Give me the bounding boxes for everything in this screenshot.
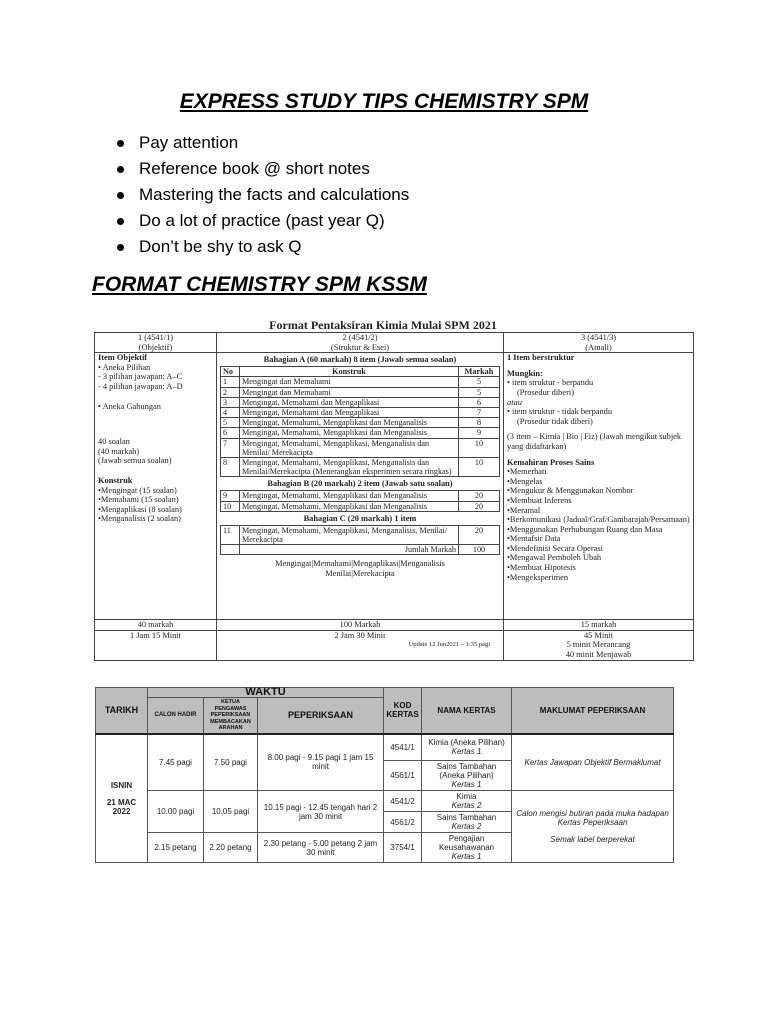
list-item-note: (Prosedur diberi) (517, 387, 574, 397)
paper3-marks: 15 markah (504, 620, 694, 631)
paper-name (422, 791, 512, 812)
paper-code: 4561/1 (384, 761, 422, 791)
column-header: NAMA KERTAS (422, 688, 512, 734)
row-konstruk: Mengingat, Memahami, Mengaplikasi, Menganalisis dan Menilai/ Merekacipta (240, 438, 459, 457)
table-row (221, 428, 500, 438)
paper3-time-line: 40 minit Menjawab (565, 649, 632, 659)
row-markah: 5 (459, 387, 500, 397)
paper1-konstruk-label: Konstruk (98, 475, 133, 485)
paper-code: 4541/2 (384, 791, 422, 812)
paper1-marks: 40 markah (95, 620, 217, 631)
calon-hadir: 2.15 petang (148, 833, 204, 863)
paper-number: Kertas 1 (451, 747, 482, 757)
paper-number: Kertas 1 (451, 780, 482, 789)
row-markah: 5 (459, 377, 500, 387)
row-no: 11 (221, 525, 240, 544)
row-no: 7 (221, 438, 240, 457)
paper3-time-line: 5 minit Merancang (566, 640, 631, 650)
tips-list (115, 130, 409, 260)
paper1-item-label: Item Objektif (98, 353, 148, 363)
table-row (221, 397, 500, 407)
exam-info-line: Semak label berperekat (550, 835, 635, 844)
paper-code: 3754/1 (384, 833, 422, 863)
paper-code: 4561/2 (384, 812, 422, 833)
day-label: ISNIN (110, 780, 133, 790)
skills-label: Kemahiran Proses Sains (507, 457, 595, 467)
column-header: WAKTU (148, 688, 384, 698)
paper2-time-value: 2 Jam 30 Minit (334, 630, 386, 640)
list-item: •Menggunakan Perhubungan Ruang dan Masa (507, 524, 663, 534)
list-item: • item struktur - berpandu (507, 378, 594, 388)
paper1-count: 40 soalan (98, 437, 130, 447)
list-item: •Meramal (507, 505, 541, 515)
row-markah: 20 (459, 525, 500, 544)
list-item: •Menganalisis (2 soalan) (98, 514, 181, 524)
calon-hadir: 10.00 pagi (148, 791, 204, 833)
list-item: •Mengawal Pemboleh Ubah (507, 553, 602, 563)
row-markah: 20 (459, 501, 500, 511)
paper-name-text: Kimia (Aneka Pilihan) (428, 738, 505, 748)
list-item: • Aneka Gabungan (98, 401, 161, 411)
list-item: Don’t be shy to ask Q (115, 234, 409, 260)
paper-name-text: Sains Tambahan (Aneka Pilihan) (436, 762, 497, 780)
assessment-format-figure (94, 318, 690, 661)
row-markah: 20 (459, 491, 500, 501)
list-item: • Aneka Pilihan (98, 362, 151, 372)
row-konstruk: Mengingat dan Memahami (240, 377, 459, 387)
or-label: atau (507, 397, 522, 407)
list-item: •Mengingat (15 soalan) (98, 485, 177, 495)
list-item: •Membuat Hipotesis (507, 563, 576, 573)
list-item: •Mengaplikasi (8 soalan) (98, 504, 182, 514)
column-header: Konstruk (240, 367, 459, 377)
list-item: •Mentafsir Data (507, 534, 561, 544)
list-item: •Mengelas (507, 476, 543, 486)
row-markah: 8 (459, 418, 500, 428)
paper3-type: (Amali) (585, 342, 612, 352)
paper-name (422, 812, 512, 833)
row-markah: 7 (459, 408, 500, 418)
date-cell (96, 734, 148, 863)
paper3-note: (3 item – Kimia | Bio | Fiz) (Jawab mengikut subjek yang didaftarkan) (507, 432, 682, 451)
section-a-label: Bahagian A (60 markah) 8 item (Jawab semua soalan) (263, 355, 457, 365)
paper-name (422, 761, 512, 791)
row-no: 2 (221, 387, 240, 397)
row-no: 4 (221, 408, 240, 418)
list-item: - 4 pilihan jawapan: A–D (98, 381, 183, 391)
row-konstruk: Mengingat, Memahami dan Mengaplikasi (240, 408, 459, 418)
section-a-table (220, 366, 500, 477)
paper-code: 4541/1 (384, 734, 422, 761)
row-no: 5 (221, 418, 240, 428)
paper3-mungkin-label: Mungkin: (507, 368, 543, 378)
table-row (221, 377, 500, 387)
row-markah: 6 (459, 397, 500, 407)
list-item: •Berkomunikasi (Jadual/Graf/Gambarajah/Persamaan) (507, 515, 690, 525)
row-markah: 10 (459, 438, 500, 457)
row-no: 8 (221, 458, 240, 477)
levels-line: Menilai|Merekacipta (325, 569, 395, 579)
column-header: TARIKH (96, 688, 148, 734)
table-row (221, 408, 500, 418)
calon-hadir: 7.45 pagi (148, 734, 204, 791)
paper-name (422, 833, 512, 863)
row-konstruk: Mengingat, Memahami, Mengaplikasi dan Menganalisis (240, 428, 459, 438)
levels-line: Mengingat|Memahami|Mengaplikasi|Menganalisis (275, 559, 445, 569)
row-konstruk: Mengingat, Memahami dan Mengaplikasi (240, 397, 459, 407)
list-item: - 3 pilihan jawapan: A–C (98, 372, 183, 382)
paper3-item-label: 1 Item berstruktur (507, 353, 575, 363)
list-item: Do a lot of practice (past year Q) (115, 208, 409, 234)
table-row (221, 501, 500, 511)
row-markah: 9 (459, 428, 500, 438)
exam-time: 8.00 pagi - 9.15 pagi 1 jam 15 minit (258, 734, 384, 791)
column-header: KOD KERTAS (384, 688, 422, 734)
paper2-code: 2 (4541/2) (342, 333, 378, 342)
paper-name-text: Pengajian Keusahawanan (438, 834, 495, 852)
ketua-pengawas: 7.50 pagi (204, 734, 258, 791)
paper2-body (217, 353, 504, 620)
paper1-body (95, 353, 217, 620)
paper1-header (95, 333, 217, 353)
table-row (221, 438, 500, 457)
paper1-type: (Objektif) (138, 342, 173, 352)
column-header: No (221, 367, 240, 377)
list-item: •Mendefinisi Secara Operasi (507, 543, 603, 553)
row-konstruk: Mengingat, Memahami, Mengaplikasi dan Menganalisis (240, 491, 459, 501)
paper-name-text: Kimia (456, 792, 477, 801)
section-c-table (220, 525, 500, 556)
list-item: Pay attention (115, 130, 409, 156)
format-heading: FORMAT CHEMISTRY SPM KSSM (92, 273, 427, 296)
paper2-time (217, 630, 504, 660)
ketua-pengawas: 10.05 pagi (204, 791, 258, 833)
exam-time: 2.30 petang - 5.00 petang 2 jam 30 minit (258, 833, 384, 863)
row-konstruk: Mengingat, Memahami, Mengaplikasi, Menganalisis, Menilai/ Merekacipta (240, 525, 459, 544)
list-item-note: (Prosedur tidak diberi) (517, 416, 593, 426)
row-no: 10 (221, 501, 240, 511)
paper1-time: 1 Jam 15 Minit (95, 630, 217, 660)
list-item: •Membuat Inferens (507, 495, 572, 505)
paper1-code: 1 (4541/1) (137, 333, 174, 342)
row-no: 9 (221, 491, 240, 501)
paper1-count: (40 markah) (98, 446, 140, 456)
exam-schedule-table (95, 687, 674, 863)
section-b-label: Bahagian B (20 markah) 2 item (Jawab satu soalan) (267, 479, 453, 489)
paper2-type: (Struktur & Esei) (330, 342, 390, 352)
table-row (221, 418, 500, 428)
list-item: Reference book @ short notes (115, 156, 409, 182)
exam-info-line: Calon mengisi butiran pada muka hadapan Kertas Peperiksaan (516, 809, 669, 827)
update-note: Update 12 Jun2021 – 1:35 pagi (408, 641, 490, 649)
table-row (221, 458, 500, 477)
assessment-table (94, 332, 694, 661)
paper1-count: (Jawab semua soalan) (98, 456, 172, 466)
exam-info: Kertas Jawapan Objektif Bermaklumat (512, 734, 674, 791)
paper3-body (504, 353, 694, 620)
column-header: CALON HADIR (148, 698, 204, 734)
list-item: •Memahami (15 soalan) (98, 495, 179, 505)
paper-name (422, 734, 512, 761)
paper3-header (504, 333, 694, 353)
paper-number: Kertas 2 (451, 822, 482, 831)
column-header: Markah (459, 367, 500, 377)
paper2-marks: 100 Markah (217, 620, 504, 631)
paper-number: Kertas 2 (451, 801, 482, 810)
row-markah: 10 (459, 458, 500, 477)
table-row (221, 525, 500, 544)
table-row (221, 545, 500, 555)
row-konstruk: Mengingat, Memahami, Mengaplikasi dan Menganalisis (240, 501, 459, 511)
column-header: MAKLUMAT PEPERIKSAAN (512, 688, 674, 734)
page-title: EXPRESS STUDY TIPS CHEMISTRY SPM (179, 90, 589, 113)
row-no: 6 (221, 428, 240, 438)
total-value: 100 (459, 545, 500, 555)
column-header: KETUA PENGAWAS PEPERIKSAAN MEMBACAKAN ARAHAN (204, 698, 258, 734)
section-c-label: Bahagian C (20 markah) 1 item (303, 513, 417, 523)
paper-number: Kertas 1 (451, 852, 482, 861)
paper3-code: 3 (4541/3) (580, 333, 617, 342)
ketua-pengawas: 2.20 petang (204, 833, 258, 863)
table-row (221, 491, 500, 501)
paper2-header (217, 333, 504, 353)
list-item: •Mengukur & Menggunakan Nombor (507, 486, 634, 496)
table-row (221, 387, 500, 397)
list-item: • item struktur - tidak berpandu (507, 407, 613, 417)
paper-name-text: Sains Tambahan (436, 813, 497, 822)
row-konstruk: Mengingat dan Memahami (240, 387, 459, 397)
paper3-time-line: 45 Minit (583, 630, 614, 640)
total-label: Jumlah Markah (240, 545, 459, 555)
row-no: 3 (221, 397, 240, 407)
row-konstruk: Mengingat, Memahami, Mengaplikasi dan Menganalisis (240, 418, 459, 428)
paper3-time (504, 630, 694, 660)
row-konstruk: Mengingat, Memahami, Mengaplikasi, Menganalisis dan Menilai/Merekacipta (Menerangkan eksperimen secara ringkas) (240, 458, 459, 477)
column-header: PEPERIKSAAN (258, 698, 384, 734)
exam-info (512, 791, 674, 863)
exam-time: 10.15 pagi - 12.45 tengah hari 2 jam 30 minit (258, 791, 384, 833)
list-item: •Mengeksperimen (507, 572, 569, 582)
list-item: Mastering the facts and calculations (115, 182, 409, 208)
list-item: •Memerhati (507, 467, 547, 477)
assessment-title: Format Pentaksiran Kimia Mulai SPM 2021 (269, 318, 497, 332)
date-label: 21 MAC 2022 (106, 797, 137, 816)
row-no: 1 (221, 377, 240, 387)
section-b-table (220, 490, 500, 511)
